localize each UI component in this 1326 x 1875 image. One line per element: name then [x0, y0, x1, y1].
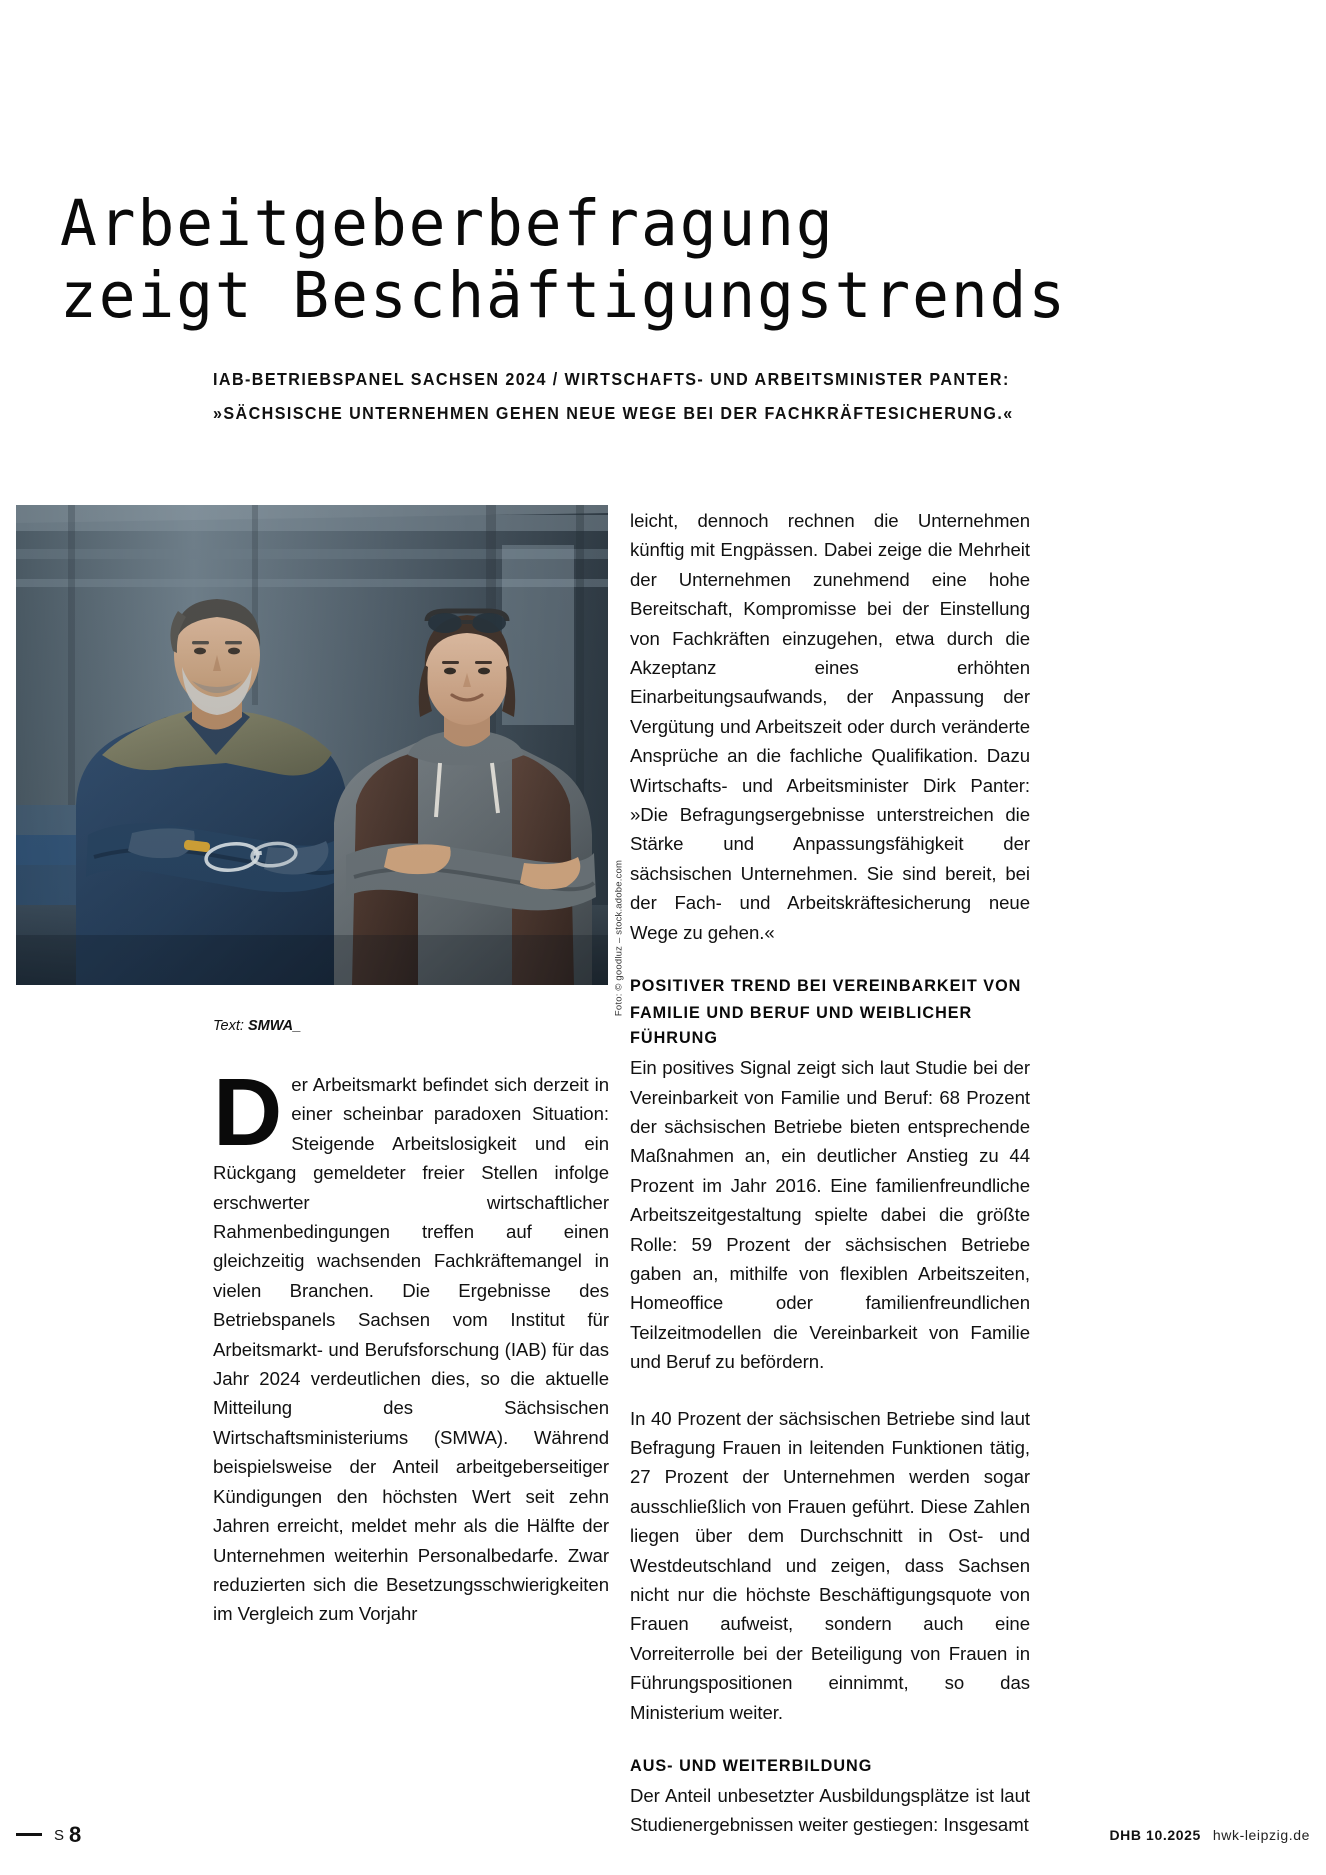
headline-line-1: Arbeitgeberbefragung — [60, 187, 835, 260]
left-paragraph-1-text: er Arbeitsmarkt befindet sich derzeit in einer scheinbar paradoxen Situation: Steigende Arbeitslosigkeit und ein Rückgang gemeldeter freier Stellen infolge erschwerter wirtschaftlicher Rahmenbedingungen treffen auf einen gleichzeitig wachsenden Fachkräftemangel in vielen Branchen. Die Ergebnisse des Betriebspanels Sachsen vom Institut für Arbeitsmarkt- und Berufsforschung (IAB) für das Jahr 2024 verdeutlichen dies, so die aktuelle Mitteilung des Sächsischen Wirtschaftsministeriums (SMWA). Während beispielsweise der Anteil arbeitgeberseitiger Kündigungen den höchsten Wert seit zehn Jahren erreicht, meldet mehr als die Hälfte der Unternehmen weiterhin Personalbedarfe. Zwar reduzierten sich die Besetzungsschwierigkeiten im Vergleich zum Vorjahr — [213, 1074, 609, 1625]
article-photo — [16, 505, 608, 985]
text-credit — [213, 1018, 301, 1034]
right-paragraph-1: leicht, dennoch rechnen die Unternehmen künftig mit Engpässen. Dabei zeige die Mehrheit der Unternehmen zunehmend eine hohe Bereitschaft, Kompromisse bei der Einstellung von Fachkräften einzugehen, etwa durch die Akzeptanz eines erhöhten Einarbeitungsaufwands, der Anpassung der Vergütung und Arbeitszeit oder durch veränderte Ansprüche an die fachliche Qualifikation. Dazu Wirtschafts- und Arbeitsminister Dirk Panter: »Die Befragungsergebnisse unterstreichen die Stärke und Anpassungsfähigkeit der sächsischen Unternehmen. Sie sind bereit, bei der Fach- und Arbeitskräftesicherung neue Wege zu gehen.« — [630, 510, 1030, 943]
photo-credit-text: Foto: © goodluz – stock.adobe.com — [613, 859, 625, 1017]
right-subhead-2: AUS- UND WEITERBILDUNG — [630, 1757, 873, 1776]
footer-page-number: 8 — [69, 1822, 82, 1847]
text-credit-author: SMWA_ — [247, 1018, 302, 1034]
kicker-line-2: »SÄCHSISCHE UNTERNEHMEN GEHEN NEUE WEGE BEI DER FACHKRÄFTESICHERUNG.« — [213, 403, 1014, 423]
right-paragraph-4: Der Anteil unbesetzter Ausbildungsplätze ist laut Studienergebnissen weiter gestiegen: Insgesamt — [630, 1785, 1030, 1836]
kicker — [213, 362, 1273, 430]
footer-issue: DHB 10.2025 — [1109, 1827, 1201, 1843]
right-subhead-1-line-2: FAMILIE UND BERUF UND WEIBLICHER FÜHRUNG — [630, 1004, 973, 1048]
drop-cap: D — [213, 1059, 283, 1166]
page-footer — [0, 1818, 1326, 1858]
page-headline — [60, 188, 1270, 332]
footer-rule — [16, 1833, 42, 1836]
right-paragraph-2: Ein positives Signal zeigt sich laut Studie bei der Vereinbarkeit von Familie und Beruf: 68 Prozent der sächsischen Betriebe bieten entsprechende Maßnahmen an, ein deutlicher Anstieg zu 44 Prozent im Jahr 2016. Eine familienfreundliche Arbeitszeitgestaltung spielte dabei die größte Rolle: 59 Prozent der sächsischen Betriebe gaben an, mithilfe von flexiblen Arbeitszeiten, Homeoffice oder familienfreundlichen Teilzeitmodellen die Vereinbarkeit von Familie und Beruf zu befördern. — [630, 1057, 1030, 1373]
right-paragraph-3: In 40 Prozent der sächsischen Betriebe sind laut Befragung Frauen in leitenden Funktionen tätig, 27 Prozent der Unternehmen werden sogar ausschließlich von Frauen geführt. Diese Zahlen liegen über dem Durchschnitt in Ost- und Westdeutschland und zeigen, dass Sachsen nicht nur die höchste Beschäftigungsquote von Frauen aufweist, sondern auch eine Vorreiterrolle bei der Beteiligung von Frauen in Führungspositionen einnimmt, so das Ministerium weiter. — [630, 1407, 1030, 1723]
right-column — [630, 506, 1030, 1840]
kicker-line-1: IAB-BETRIEBSPANEL SACHSEN 2024 / WIRTSCHAFTS- UND ARBEITSMINISTER PANTER: — [213, 369, 1010, 389]
right-subhead-1-line-1: POSITIVER TREND BEI VEREINBARKEIT VON — [630, 977, 1022, 996]
text-credit-prefix: Text: — [213, 1018, 248, 1034]
left-column — [213, 1059, 609, 1629]
photo-illustration — [16, 505, 608, 985]
footer-page-indicator — [54, 1822, 81, 1848]
left-paragraph-1 — [213, 1059, 609, 1629]
footer-section-label: S — [54, 1827, 66, 1844]
footer-website[interactable]: hwk-leipzig.de — [1212, 1827, 1310, 1843]
headline-line-2: zeigt Beschäftigungstrends — [60, 259, 1068, 332]
photo-credit — [611, 859, 627, 1017]
footer-issue-info — [1109, 1827, 1310, 1843]
